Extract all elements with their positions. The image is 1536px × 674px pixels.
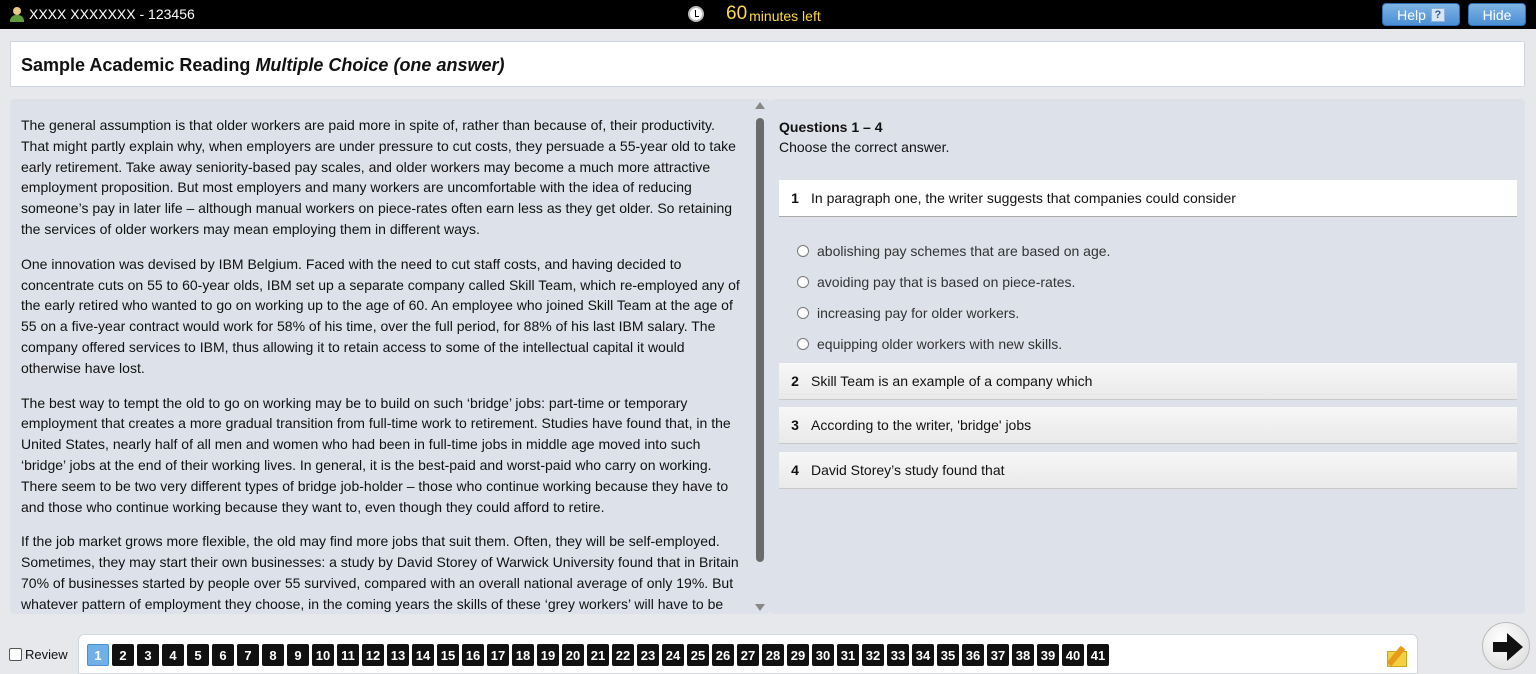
questions-header — [779, 117, 949, 157]
question-nav-button[interactable]: 33 — [887, 644, 909, 666]
timer-text: minutes left — [749, 7, 821, 24]
question-nav-button[interactable]: 41 — [1087, 644, 1109, 666]
passage-paragraph: One innovation was devised by IBM Belgium. Faced with the need to cut staff costs, and having decided to concentrate cuts on 55 to 60-year olds, IBM set up a separate company called Skill Team, which re-employed any of the early retired who wanted to go on working up to the age of 60. An employee who joined Skill Team at the age of 55 on a five-year contract would work for 58% of his time, over the full period, for 88% of his last IBM salary. The company offered services to IBM, thus allowing it to retain access to some of the intellectual capital it would otherwise have lost. — [21, 255, 740, 376]
question-nav-button[interactable]: 2 — [112, 644, 134, 666]
radio-button[interactable] — [797, 276, 809, 288]
top-bar — [0, 0, 1536, 29]
question-nav-button[interactable]: 31 — [837, 644, 859, 666]
alarm-clock-icon — [688, 6, 704, 22]
question-nav-button[interactable]: 17 — [487, 644, 509, 666]
question-nav-button[interactable]: 35 — [937, 644, 959, 666]
question-nav-button[interactable]: 12 — [362, 644, 384, 666]
question-nav-button[interactable]: 26 — [712, 644, 734, 666]
question-nav-button[interactable]: 27 — [737, 644, 759, 666]
passage-paragraph: The general assumption is that older workers are paid more in spite of, rather than because of, their productivity. That might partly explain why, when employers are under pressure to cut costs, they persuade a 55-year old to take early retirement. Take away seniority-based pay scales, and older workers may become a much more attractive employment proposition. But most employers and many workers are uncomfortable with the idea of reducing someone’s pay in later life – although manual workers on piece-rates often earn less as they get older. So retaining the services of older workers may mean employing them in different ways. — [21, 117, 736, 237]
question-nav-button[interactable]: 10 — [312, 644, 334, 666]
question-nav-button[interactable]: 25 — [687, 644, 709, 666]
question-nav-button[interactable]: 16 — [462, 644, 484, 666]
question-item-4[interactable] — [779, 452, 1517, 489]
question-nav-button[interactable]: 22 — [612, 644, 634, 666]
question-nav-button[interactable]: 28 — [762, 644, 784, 666]
question-item-3[interactable] — [779, 407, 1517, 444]
question-nav-button[interactable]: 37 — [987, 644, 1009, 666]
questions-pane — [770, 99, 1525, 614]
question-nav-button[interactable]: 5 — [187, 644, 209, 666]
passage-paragraph: The best way to tempt the old to go on working may be to build on such ‘bridge’ jobs: part-time or temporary employment that creates a more gradual transition from full-time work to retirement. Studies have found that, in the United States, nearly half of all men and women who had been in full-time jobs in middle age moved into such ‘bridge’ jobs at the end of their working lives. In general, it is the best-paid and worst-paid who carry on working. There seem to be two very different types of bridge job-holder – those who continue working because they have to and those who continue working because they want to, even though they could afford to retire. — [21, 394, 731, 515]
option-text: equipping older workers with new skills. — [817, 335, 1063, 352]
question-nav-button[interactable]: 38 — [1012, 644, 1034, 666]
help-label: Help — [1397, 6, 1426, 23]
question-nav-button[interactable]: 29 — [787, 644, 809, 666]
question-number: 2 — [791, 373, 799, 389]
passage-paragraph: If the job market grows more flexible, the old may find more jobs that suit them. Often, they will be self-employed. Sometimes, they may start their own businesses: a study by David Storey of Warwick University found that in Britain 70% of businesses started by people over 55 survived, compared with an overall national average of only 19%. But whatever pattern of employment they choose, in the coming years the skills of these ‘grey workers’ will have to be — [21, 533, 739, 612]
option-b[interactable] — [797, 266, 1110, 297]
question-nav-button[interactable]: 8 — [262, 644, 284, 666]
question-number: 3 — [791, 417, 799, 433]
questions-instruction: Choose the correct answer. — [779, 139, 950, 155]
question-nav-button[interactable]: 18 — [512, 644, 534, 666]
timer-value: 60 — [726, 3, 748, 24]
scroll-down-arrow-icon[interactable] — [755, 604, 765, 611]
review-checkbox[interactable] — [9, 648, 22, 661]
question-nav-button[interactable]: 20 — [562, 644, 584, 666]
passage-text — [21, 115, 746, 614]
radio-button[interactable] — [797, 338, 809, 350]
passage-pane[interactable] — [10, 99, 770, 614]
question-nav-button[interactable]: 24 — [662, 644, 684, 666]
question-number: 1 — [791, 190, 799, 206]
radio-button[interactable] — [797, 245, 809, 257]
question-nav-button[interactable]: 13 — [387, 644, 409, 666]
question-text: David Storey’s study found that — [811, 462, 1005, 478]
option-a[interactable] — [797, 235, 1110, 266]
page-title — [21, 55, 504, 76]
question-item-2[interactable] — [779, 363, 1517, 400]
person-icon — [10, 7, 24, 22]
title-panel — [10, 41, 1525, 87]
title-main: Sample Academic Reading — [21, 55, 251, 75]
question-nav-button[interactable]: 9 — [287, 644, 309, 666]
scroll-up-arrow-icon[interactable] — [755, 102, 765, 109]
question-text: Skill Team is an example of a company which — [811, 373, 1093, 389]
question-nav-button[interactable]: 6 — [212, 644, 234, 666]
question-nav-button[interactable]: 36 — [962, 644, 984, 666]
question-text: According to the writer, 'bridge' jobs — [811, 417, 1032, 433]
option-d[interactable] — [797, 328, 1110, 359]
review-toggle[interactable] — [9, 647, 68, 662]
passage-scrollbar[interactable] — [754, 102, 766, 611]
title-italic: Multiple Choice (one answer) — [255, 55, 505, 75]
candidate-info — [10, 6, 195, 22]
option-c[interactable] — [797, 297, 1110, 328]
help-button[interactable] — [1382, 3, 1460, 26]
option-text: abolishing pay schemes that are based on age. — [817, 242, 1111, 259]
question-nav-button[interactable]: 7 — [237, 644, 259, 666]
question-nav-button[interactable]: 40 — [1062, 644, 1084, 666]
question-nav-button[interactable]: 39 — [1037, 644, 1059, 666]
question-nav-button[interactable]: 15 — [437, 644, 459, 666]
notepad-pencil-icon[interactable] — [1385, 643, 1413, 669]
question-number-list — [87, 644, 1109, 666]
candidate-label: XXXX XXXXXXX - 123456 — [29, 6, 195, 22]
question-nav-button[interactable]: 34 — [912, 644, 934, 666]
question-nav-button[interactable]: 3 — [137, 644, 159, 666]
hide-button[interactable]: Hide — [1468, 3, 1526, 26]
option-text: avoiding pay that is based on piece-rates. — [817, 273, 1076, 290]
question-nav-button[interactable]: 19 — [537, 644, 559, 666]
review-label: Review — [25, 647, 68, 662]
question-number: 4 — [791, 462, 799, 478]
option-text: increasing pay for older workers. — [817, 304, 1020, 321]
question-nav-button[interactable]: 11 — [337, 644, 359, 666]
question-nav-button[interactable]: 30 — [812, 644, 834, 666]
question-navigation — [78, 634, 1418, 674]
timer — [688, 3, 821, 25]
questions-range: Questions 1 – 4 — [779, 119, 883, 135]
question-nav-button[interactable]: 21 — [587, 644, 609, 666]
question-nav-button[interactable]: 4 — [162, 644, 184, 666]
question-mark-icon: ? — [1431, 8, 1445, 22]
question-text: In paragraph one, the writer suggests that companies could consider — [811, 190, 1236, 206]
answer-options — [797, 235, 1110, 359]
question-nav-button[interactable]: 14 — [412, 644, 434, 666]
scroll-thumb[interactable] — [756, 118, 764, 562]
radio-button[interactable] — [797, 307, 809, 319]
question-item-1[interactable] — [779, 180, 1517, 217]
question-nav-button[interactable]: 23 — [637, 644, 659, 666]
question-nav-button[interactable]: 32 — [862, 644, 884, 666]
next-button[interactable] — [1482, 622, 1530, 670]
question-nav-button[interactable]: 1 — [87, 644, 109, 666]
